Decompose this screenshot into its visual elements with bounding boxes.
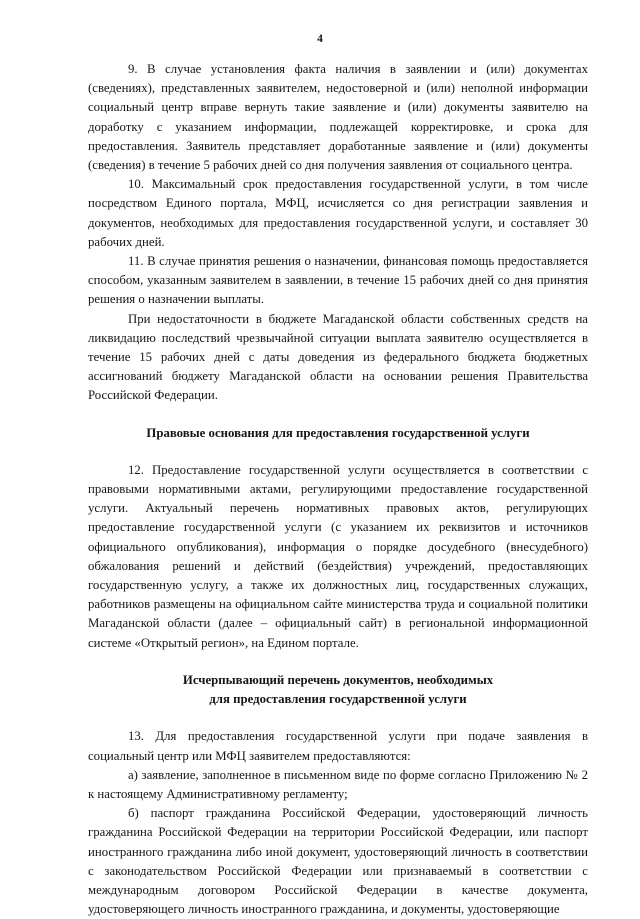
paragraph-11-continued: При недостаточности в бюджете Магаданской области собственных средств на ликвидацию последствий чрезвычайной ситуации выплата заявителю осуществляется в течение 15 рабочих дней с даты доведения из федерального бюджета бюджетных ассигнований бюджету Магаданской области на основании решения Правительства Российской Федерации. xyxy=(88,311,588,403)
paragraph-13a: а) заявление, заполненное в письменном виде по форме согласно Приложению № 2 к настоящему Административному регламенту; xyxy=(88,767,588,801)
paragraph-13b: б) паспорт гражданина Российской Федерации, удостоверяющий личность гражданина Российской Федерации на территории Российской Федерации, или паспорт иностранного гражданина либо иной документ, удостоверяющий личность в соответствии с законодательством Российской Федерации или признаваемый в соответствии с международным договором Российской Федерации в качестве документа, удостоверяющего личность иностранного гражданина, и документы, удостоверяющие xyxy=(88,806,588,917)
paragraph-9: 9. В случае установления факта наличия в заявлении и (или) документах (сведениях), представленных заявителем, недостоверной и (или) неполной информации социальный центр вправе вернуть такие заявление и (или) документы заявителю на доработку с указанием информации, подлежащей корректировке, и срока для предоставления. Заявитель представляет доработанные заявление и (или) документы (сведения) в течение 5 рабочих дней со дня получения заявления от социального центра. xyxy=(88,62,588,173)
paragraph-12: 12. Предоставление государственной услуги осуществляется в соответствии с правовыми нормативными актами, регулирующими предоставление государственной услуги. Актуальный перечень нормативных правовых актов, регулирующих предоставление государственной услуги (с указанием их реквизитов и источников официального опубликования), информация о порядке досудебного (внесудебного) обжалования решений и действий (бездействия) учреждений, предоставляющих государственную услугу, а также их должностных лиц, государственных служащих, работников размещены на официальном сайте министерства труда и социальной политики Магаданской области (далее – официальный сайт) в региональной информационной системе «Открытый регион», на Едином портале. xyxy=(88,462,588,650)
page-number: 4 xyxy=(317,33,323,45)
section-heading-documents-list xyxy=(88,671,588,709)
paragraph-11: 11. В случае принятия решения о назначении, финансовая помощь предоставляется способом, указанным заявителем в заявлении, в течение 15 рабочих дней со дня принятия решения о назначении выплаты. xyxy=(88,254,588,307)
paragraph-13: 13. Для предоставления государственной услуги при подаче заявления в социальный центр или МФЦ заявителем предоставляются: xyxy=(88,729,588,763)
section-heading-line-1: Исчерпывающий перечень документов, необходимых xyxy=(182,672,494,687)
paragraph-10: 10. Максимальный срок предоставления государственной услуги, в том числе посредством Единого портала, МФЦ, исчисляется со дня регистрации заявления и документов, необходимых для предоставления государственной услуги, и составляет 30 рабочих дней. xyxy=(88,177,588,249)
section-heading-legal-basis: Правовые основания для предоставления государственной услуги xyxy=(146,425,530,440)
section-heading-line-2: для предоставления государственной услуги xyxy=(209,692,467,707)
document-body xyxy=(88,60,588,919)
